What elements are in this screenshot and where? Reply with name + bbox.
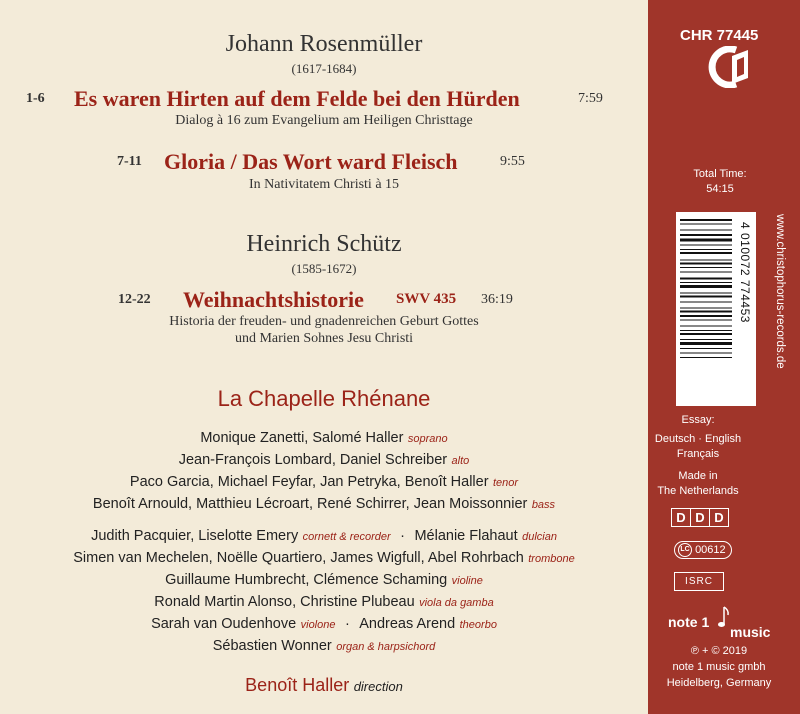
made-in-label: Made in — [678, 470, 718, 482]
separator-dot: · — [344, 616, 350, 632]
performer-names: Simen van Mechelen, Noëlle Quartiero, James Wigfull, Abel Rohrbach — [73, 550, 524, 566]
made-in-country: The Netherlands — [657, 485, 739, 497]
voice-role: alto — [451, 455, 470, 467]
barcode-digits: 4 010072 774453 — [738, 222, 752, 323]
label-code-badge — [674, 541, 732, 559]
performer-line — [0, 637, 648, 655]
instrument-role: organ & harpsichord — [336, 641, 436, 653]
voice-role: bass — [531, 499, 556, 511]
performer-names: Sébastien Wonner — [212, 638, 332, 654]
work-duration: 9:55 — [500, 154, 525, 169]
work-subtitle: und Marien Sohnes Jesu Christi — [234, 331, 414, 346]
work-subtitle: Historia der freuden- und gnadenreichen Geburt Gottes — [169, 314, 479, 329]
catalog-number: CHR 77445 — [680, 27, 759, 44]
performer-line — [0, 593, 648, 611]
total-time-label: Total Time: — [693, 168, 747, 180]
work-duration: 7:59 — [578, 91, 603, 106]
label-name: music — [730, 624, 771, 640]
track-numbers: 7-11 — [117, 154, 142, 169]
work-subtitle: Dialog à 16 zum Evangelium am Heiligen Christtage — [175, 113, 473, 128]
performer-names: Benoît Arnould, Matthieu Lécroart, René Schirrer, Jean Moissonnier — [92, 496, 528, 512]
christophorus-logo-icon — [708, 46, 752, 88]
performer-line — [0, 571, 648, 589]
performer-names: Ronald Martin Alonso, Christine Plubeau — [154, 594, 415, 610]
work-subtitle: In Nativitatem Christi à 15 — [248, 177, 400, 192]
label-sidebar — [648, 0, 800, 714]
essay-label: Essay: — [681, 414, 715, 426]
barcode-digits-box — [734, 222, 752, 398]
performer-line — [0, 549, 648, 567]
instrument-role: violine — [451, 575, 483, 587]
instrument-role: violone — [300, 619, 336, 631]
ddd-letter: D — [690, 509, 709, 526]
work-duration: 36:19 — [481, 292, 513, 307]
composer-name: Johann Rosenmüller — [225, 31, 423, 57]
instrument-role: dulcian — [522, 531, 557, 543]
lc-circle-icon: LC — [678, 543, 692, 557]
director-line — [0, 675, 648, 696]
performer-names: Paco Garcia, Michael Feyfar, Jan Petryka, Benoît Haller — [129, 474, 489, 490]
website-link[interactable]: www.christophorus-records.de — [774, 214, 786, 369]
performer-names: Judith Pacquier, Liselotte Emery — [91, 528, 299, 544]
track-numbers: 12-22 — [118, 292, 151, 307]
essay-languages: Français — [676, 448, 720, 460]
voice-role: soprano — [407, 433, 448, 445]
track-numbers: 1-6 — [26, 91, 45, 106]
barcode — [676, 212, 756, 406]
performer-names: Sarah van Oudenhove — [151, 616, 297, 632]
instrument-role: viola da gamba — [419, 597, 494, 609]
performer-line — [0, 429, 648, 447]
work-catalog-number: SWV 435 — [396, 291, 457, 307]
ddd-letter: D — [676, 510, 686, 525]
work-title: Gloria / Das Wort ward Fleisch — [164, 149, 458, 174]
separator-dot: · — [400, 528, 405, 544]
company-name: note 1 music gmbh — [672, 661, 766, 673]
work-title: Es waren Hirten auf dem Felde bei den Hürden — [74, 86, 520, 111]
composer-dates: (1585-1672) — [291, 261, 357, 276]
performer-line — [0, 495, 648, 513]
composer-name: Heinrich Schütz — [246, 231, 402, 257]
performer-names: Andreas Arend — [359, 616, 456, 632]
performer-names: Guillaume Humbrecht, Clémence Schaming — [165, 572, 448, 588]
performer-line — [0, 527, 648, 545]
copyright: ℗ + © 2019 — [690, 645, 748, 657]
performer-names: Jean-François Lombard, Daniel Schreiber — [178, 452, 448, 468]
director-role: direction — [353, 679, 403, 694]
work-title: Weihnachtshistorie — [183, 287, 364, 312]
company-city: Heidelberg, Germany — [666, 677, 772, 689]
label-name: note 1 — [668, 614, 710, 630]
essay-languages: Deutsch · English — [654, 433, 742, 445]
performer-names: Monique Zanetti, Salomé Haller — [200, 430, 404, 446]
ddd-letter: D — [709, 509, 728, 526]
ensemble-name: La Chapelle Rhénane — [217, 386, 431, 411]
performer-line — [0, 473, 648, 491]
performer-line — [0, 615, 648, 633]
total-time-value: 54:15 — [706, 183, 734, 195]
instrument-role: theorbo — [459, 619, 497, 631]
instrument-role: trombone — [528, 553, 575, 565]
ddd-logo — [671, 508, 729, 527]
music-note-icon — [717, 604, 731, 630]
instrument-role: cornett & recorder — [302, 531, 391, 543]
performer-line — [0, 451, 648, 469]
barcode-bars-icon — [680, 219, 732, 399]
performer-names: Mélanie Flahaut — [414, 528, 518, 544]
director-name: Benoît Haller — [245, 675, 350, 695]
isrc-badge: ISRC — [674, 572, 724, 591]
lc-code: 00612 — [695, 544, 726, 557]
composer-dates: (1617-1684) — [291, 61, 357, 76]
voice-role: tenor — [493, 477, 519, 489]
